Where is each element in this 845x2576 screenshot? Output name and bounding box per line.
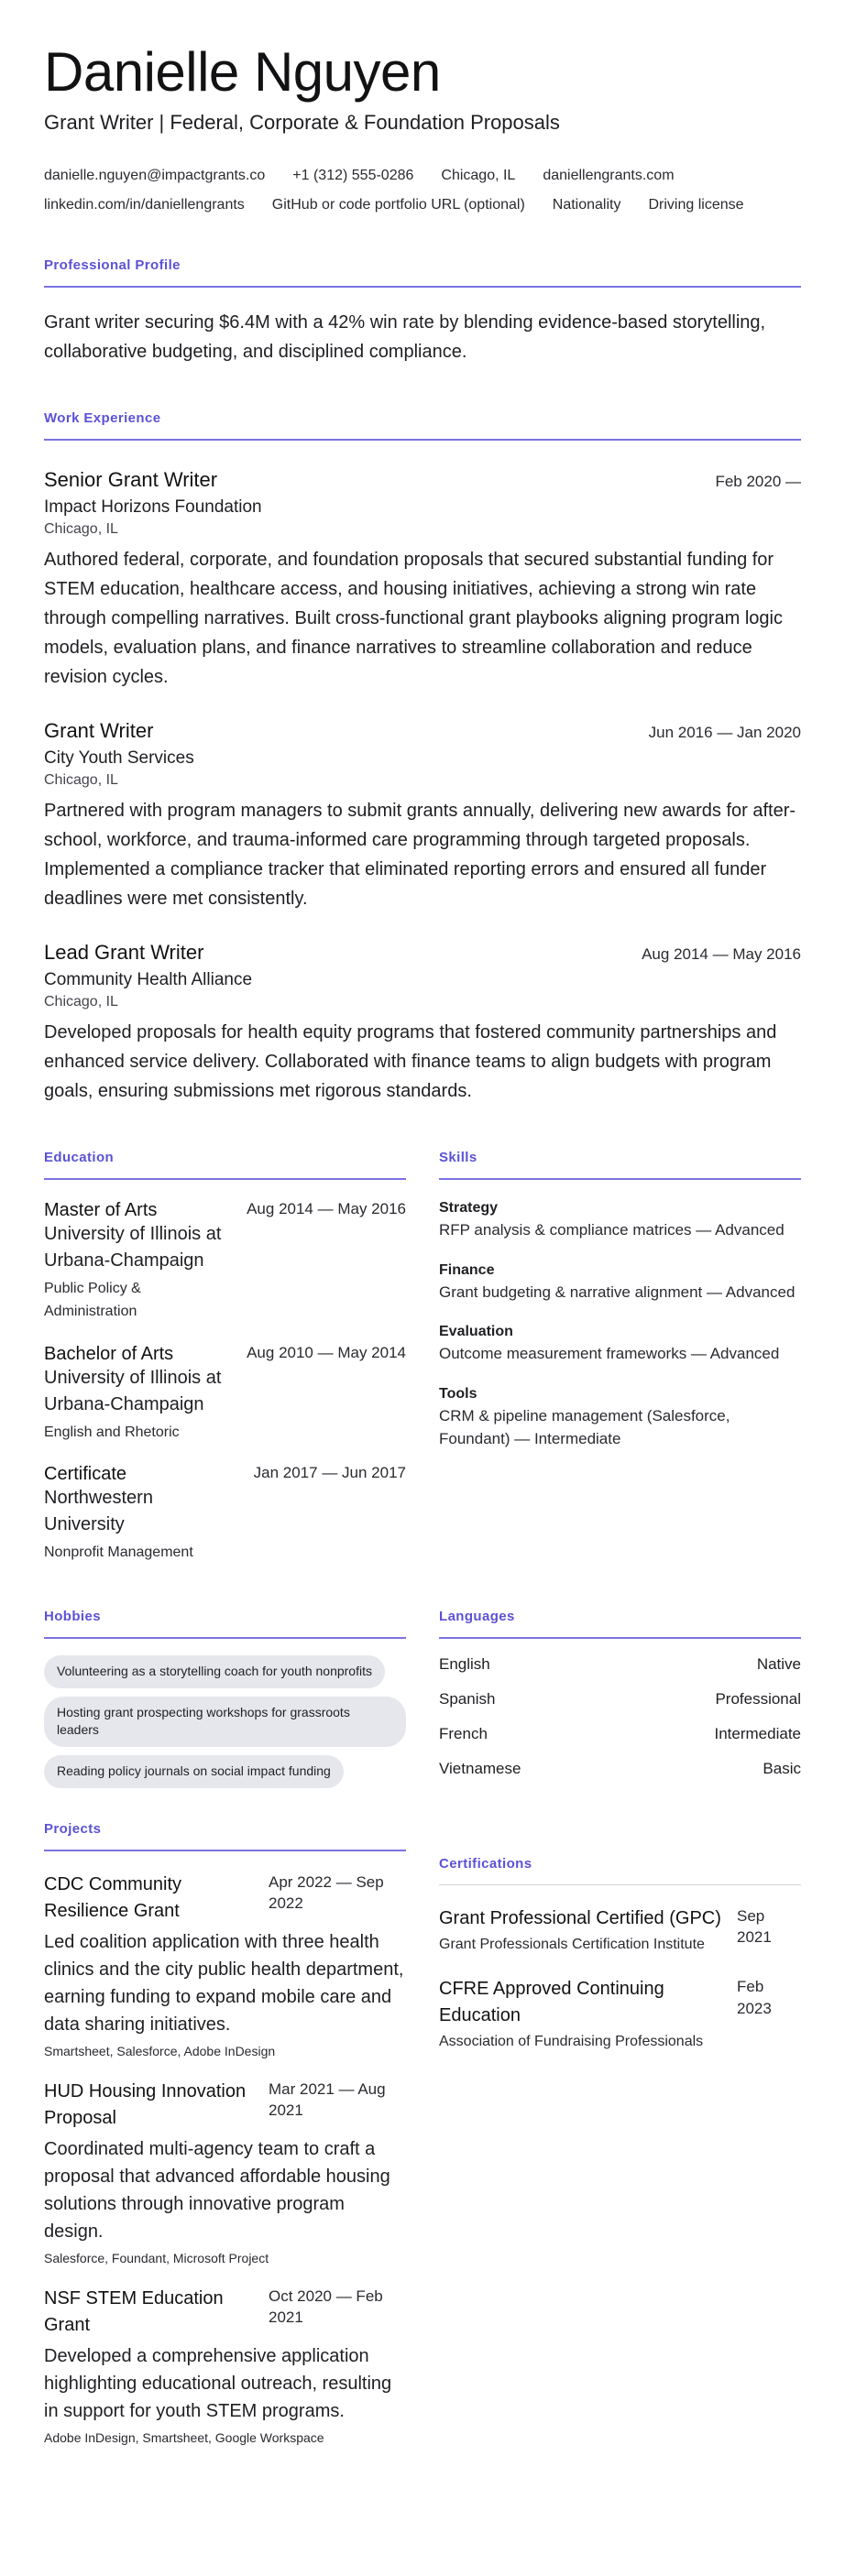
linkedin-link[interactable]: linkedin.com/in/daniellengrants [44,197,245,213]
language-row [439,1760,801,1778]
phone-number[interactable]: +1 (312) 555-0286 [292,168,414,183]
job-description: Developed proposals for health equity programs that fostered community partnerships and enhanced service delivery. Collaborated with finance teams to align budgets with program goals, ensuring submissions met rigorous standards. [44,1022,777,1101]
skill-category: Strategy [439,1200,499,1216]
hobbies-section [44,1609,406,1787]
skill-group [439,1324,801,1366]
field-of-study: Nonprofit Management [44,1545,193,1561]
language-row [439,1655,801,1674]
certification-date: Feb 2023 [737,1978,772,2018]
skill-detail: Grant budgeting & narrative alignment — Advanced [439,1283,796,1301]
driving-license: Driving license [648,197,744,213]
project-dates: Apr 2022 — Sep 2022 [269,1872,384,1913]
project-dates: Oct 2020 — Feb 2021 [269,2287,383,2327]
section-title: Professional Profile [44,257,801,288]
field-of-study: English and Rhetoric [44,1424,180,1440]
job-dates: Aug 2014 — May 2016 [642,945,801,963]
project-dates: Mar 2021 — Aug 2021 [269,2079,386,2120]
language-row [439,1690,801,1708]
language-name: Spanish [439,1690,496,1708]
education-dates: Jan 2017 — Jun 2017 [253,1464,406,1482]
hobby-chip: Hosting grant prospecting workshops for grassroots leaders [44,1697,406,1747]
skill-category: Finance [439,1261,495,1278]
skills-section [439,1150,801,1565]
field-of-study: Public Policy & Administration [44,1281,141,1319]
hobby-list [44,1655,406,1787]
hobbies-languages-row [44,1609,801,1787]
resume-header [44,40,801,213]
job-entry [44,941,801,1106]
certification-entry [439,1976,801,2054]
job-title: Grant Writer [44,719,154,742]
skill-category: Evaluation [439,1324,513,1339]
section-title: Education [44,1150,406,1180]
skill-category: Tools [439,1385,477,1402]
hobby-chip: Reading policy journals on social impact funding [44,1755,344,1788]
project-tools: Smartsheet, Salesforce, Adobe InDesign [44,2043,276,2058]
language-name: English [439,1655,490,1674]
school: University of Illinois at Urbana-Champaign [44,1224,222,1271]
job-description: Authored federal, corporate, and foundation proposals that secured substantial funding for STEM education, healthcare access, and housing initiatives, achieving a strong win rate through compelling narratives. Built cross-functional grant playbooks aligning program logic models, evaluation plans, and finance narratives to streamline collaboration and reduce revision cycles. [44,550,783,687]
skill-group [439,1386,801,1451]
language-row [439,1725,801,1743]
job-location: Chicago, IL [44,772,118,788]
degree: Master of Arts [44,1200,158,1220]
project-entry [44,2286,406,2445]
project-entry [44,1872,406,2058]
education-dates: Aug 2014 — May 2016 [247,1200,406,1217]
profile-summary: Grant writer securing $6.4M with a 42% win rate by blending evidence-based storytelling, collaborative budgeting, and disciplined compliance. [44,312,766,362]
job-dates: Feb 2020 — [715,473,801,490]
certification-issuer: Association of Fundraising Professionals [439,2034,704,2050]
job-dates: Jun 2016 — Jan 2020 [648,724,801,741]
school: University of Illinois at Urbana-Champaign [44,1367,222,1414]
degree: Bachelor of Arts [44,1343,174,1364]
language-level: Basic [763,1760,801,1778]
language-level: Native [756,1655,801,1674]
section-title: Certifications [439,1856,801,1885]
education-dates: Aug 2010 — May 2014 [247,1343,406,1361]
job-title: Senior Grant Writer [44,468,218,491]
school: Northwestern University [44,1488,153,1535]
education-entry [44,1200,406,1324]
location: Chicago, IL [441,168,516,183]
section-title: Skills [439,1150,801,1180]
certification-entry [439,1905,801,1957]
degree: Certificate [44,1464,127,1485]
certifications-section [439,1856,801,2445]
job-title: Lead Grant Writer [44,941,204,964]
project-description: Led coalition application with three health clinics and the city public health department, earning funding to expand mobile care and data sharing initiatives. [44,1931,404,2035]
certification-name: CFRE Approved Continuing Education [439,1979,664,2026]
project-description: Coordinated multi-agency team to craft a proposal that advanced affordable housing solutions through innovative program design. [44,2138,390,2242]
job-organization: Community Health Alliance [44,970,253,989]
job-organization: City Youth Services [44,748,194,768]
skill-group [439,1262,801,1304]
contact-list [44,168,805,213]
job-description: Partnered with program managers to submit grants annually, delivering new awards for after-school, workforce, and trauma-informed care programming through targeted proposals. Implemented a compliance tracker that eliminated reporting errors and ensured all funder deadlines were met consistently. [44,801,796,909]
section-title: Projects [44,1821,406,1851]
skill-detail: RFP analysis & compliance matrices — Advanced [439,1221,785,1239]
job-location: Chicago, IL [44,994,118,1010]
education-entry [44,1344,406,1445]
job-location: Chicago, IL [44,521,118,537]
job-entry [44,719,801,913]
education-section [44,1150,406,1565]
language-level: Professional [715,1690,801,1708]
section-title: Work Experience [44,410,801,441]
projects-section [44,1821,406,2445]
languages-section [439,1609,801,1787]
section-title: Languages [439,1609,801,1639]
portfolio-link[interactable]: GitHub or code portfolio URL (optional) [271,197,525,213]
email-link[interactable]: danielle.nguyen@impactgrants.co [44,168,266,183]
job-organization: Impact Horizons Foundation [44,497,262,517]
project-description: Developed a comprehensive application highlighting educational outreach, resulting in support for youth STEM programs. [44,2345,392,2421]
project-title: CDC Community Resilience Grant [44,1873,182,1921]
experience-section [44,410,801,1106]
language-name: Vietnamese [439,1760,521,1778]
certification-date: Sep 2021 [737,1906,772,1947]
profile-section [44,257,801,366]
skill-detail: Outcome measurement frameworks — Advanced [439,1345,780,1362]
job-entry [44,468,801,692]
candidate-name: Danielle Nguyen [44,41,441,103]
hobby-chip: Volunteering as a storytelling coach for youth nonprofits [44,1655,385,1688]
website-link[interactable]: daniellengrants.com [543,168,675,183]
project-tools: Adobe InDesign, Smartsheet, Google Workspace [44,2429,324,2445]
project-title: NSF STEM Education Grant [44,2287,224,2335]
headline: Grant Writer | Federal, Corporate & Foundation Proposals [44,111,560,134]
language-name: French [439,1725,488,1743]
nationality: Nationality [552,197,621,213]
skill-detail: CRM & pipeline management (Salesforce, Foundant) — Intermediate [439,1406,730,1447]
project-tools: Salesforce, Foundant, Microsoft Project [44,2250,269,2265]
projects-certifications-row [44,1821,801,2445]
certification-issuer: Grant Professionals Certification Institute [439,1936,705,1952]
education-entry [44,1464,406,1565]
skill-group [439,1200,801,1242]
education-skills-row [44,1150,801,1565]
language-level: Intermediate [714,1725,801,1743]
project-entry [44,2079,406,2265]
section-title: Hobbies [44,1609,406,1639]
project-title: HUD Housing Innovation Proposal [44,2080,247,2128]
certification-name: Grant Professional Certified (GPC) [439,1907,721,1928]
